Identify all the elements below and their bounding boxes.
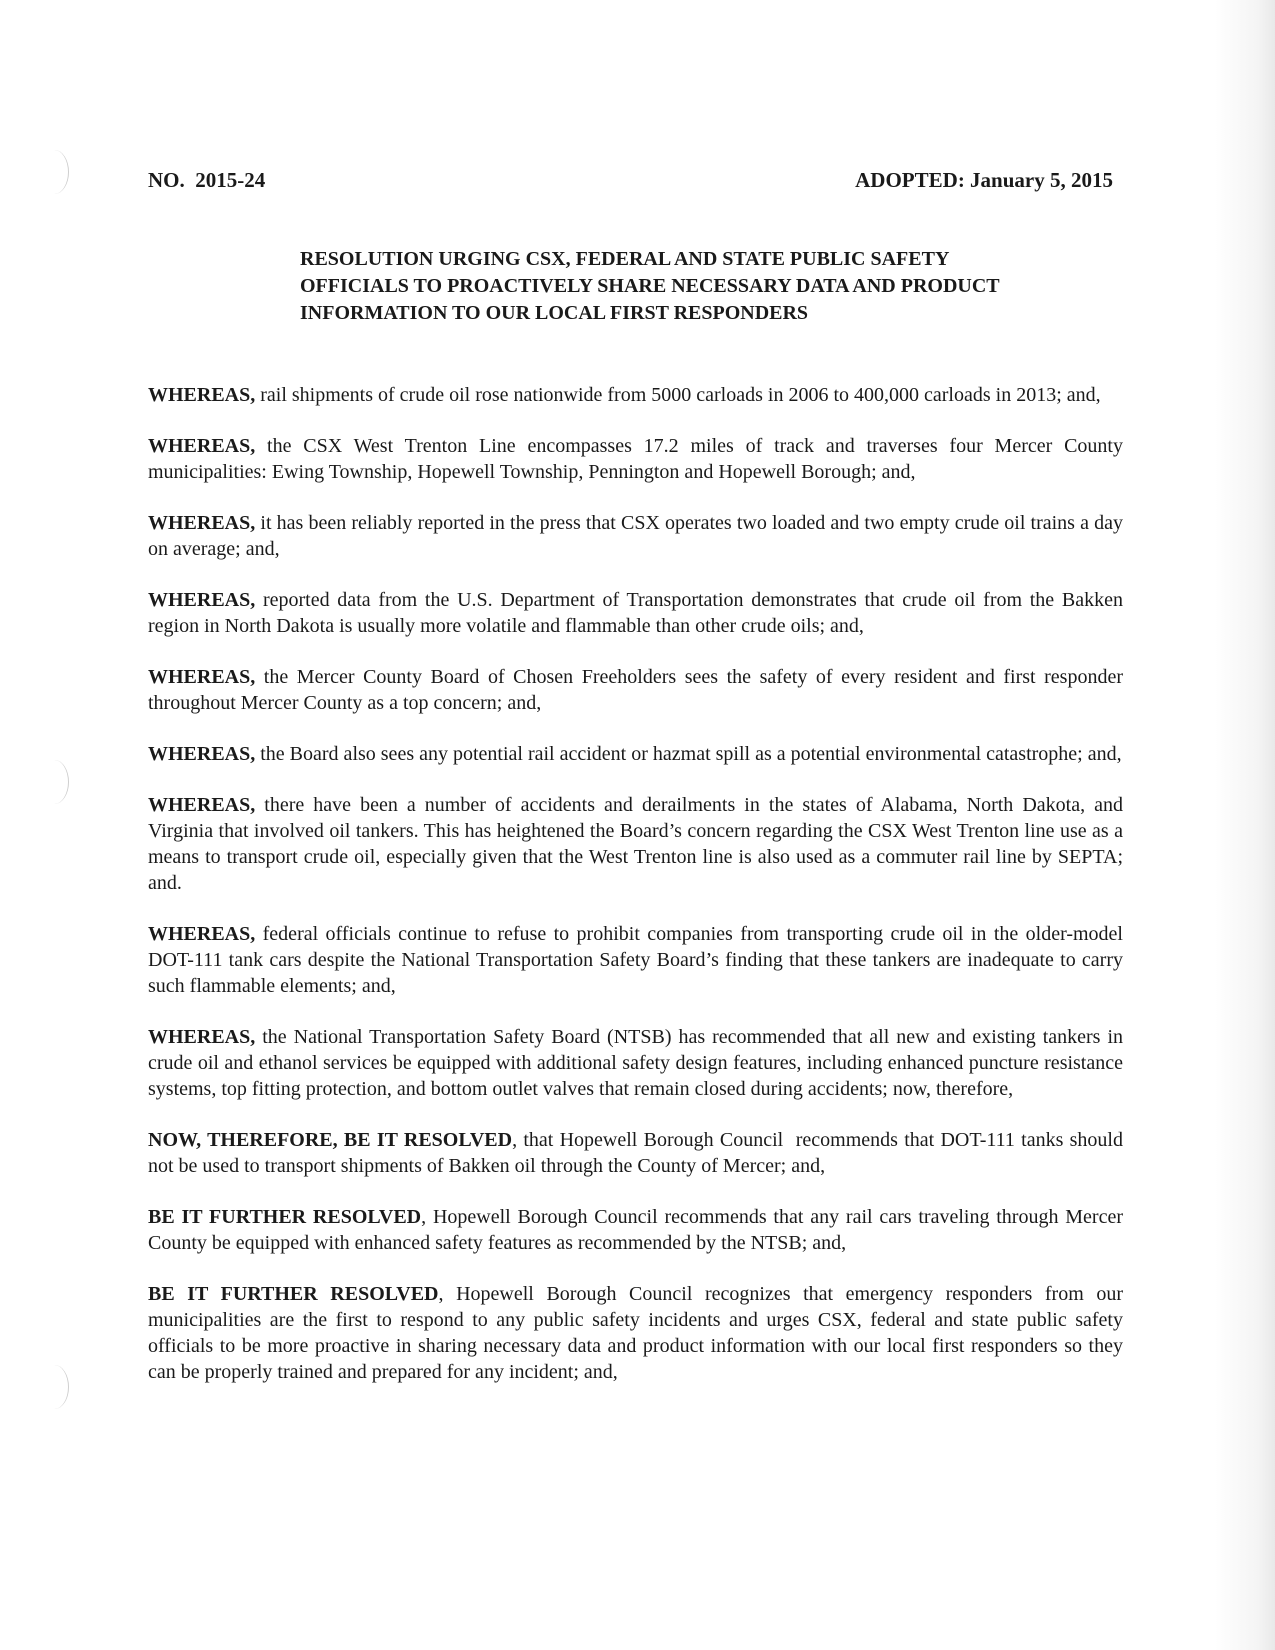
paragraph-lead: WHEREAS, (148, 794, 256, 816)
whereas-paragraph (148, 792, 1123, 896)
resolved-paragraph (148, 1281, 1123, 1385)
resolved-paragraph (148, 1127, 1128, 1179)
whereas-paragraph (148, 664, 1123, 716)
paragraph-lead: WHEREAS, (148, 512, 256, 534)
paragraph-lead: NOW, THEREFORE, BE IT RESOLVED (148, 1129, 513, 1151)
paragraph-lead: WHEREAS, (148, 384, 256, 406)
whereas-paragraph (148, 921, 1123, 999)
whereas-paragraph (148, 510, 1123, 562)
document-header (148, 168, 1113, 193)
paragraph-text: the CSX West Trenton Line encompasses 17.2 miles of track and traverses four Mercer County municipalities: Ewing Township, Hopewell Township, Pennington and Hopewell Borough; and, (148, 435, 1123, 483)
paragraph-lead: WHEREAS, (148, 666, 256, 688)
paragraph-text: the Mercer County Board of Chosen Freeholders sees the safety of every resident and first responder throughout Mercer County as a top concern; and, (148, 666, 1123, 714)
paragraph-lead: WHEREAS, (148, 923, 256, 945)
punch-hole-mark (40, 150, 69, 194)
paragraph-text: , Hopewell Borough Council recognizes that emergency responders from our municipalities are the first to respond to any public safety incidents and urges CSX, federal and state public safety officials to be more proactive in sharing necessary data and product information with our local first responders so they can be properly trained and prepared for any incident; and, (148, 1283, 1124, 1383)
paragraph-text: reported data from the U.S. Department of Transportation demonstrates that crude oil from the Bakken region in North Dakota is usually more volatile and flammable than other crude oils; and, (148, 589, 1123, 637)
paragraph-lead: WHEREAS, (148, 435, 256, 457)
paragraph-lead: WHEREAS, (148, 743, 256, 765)
paragraph-text: , that Hopewell Borough Council recommends that DOT-111 tanks should not be used to transport shipments of Bakken oil through the County of Mercer; and, (148, 1129, 1128, 1177)
whereas-paragraph (148, 433, 1123, 485)
paragraph-lead: BE IT FURTHER RESOLVED (148, 1283, 439, 1305)
whereas-paragraph (148, 382, 1123, 408)
adopted-date: ADOPTED: January 5, 2015 (855, 168, 1113, 192)
punch-hole-mark (40, 760, 69, 804)
paragraph-lead: BE IT FURTHER RESOLVED (148, 1206, 422, 1228)
resolution-body (148, 382, 1128, 1410)
paragraph-text: the Board also sees any potential rail accident or hazmat spill as a potential environmental catastrophe; and, (255, 743, 1122, 765)
paragraph-text: it has been reliably reported in the press that CSX operates two loaded and two empty crude oil trains a day on average; and, (148, 512, 1123, 560)
paragraph-lead: WHEREAS, (148, 589, 256, 611)
whereas-paragraph (148, 587, 1123, 639)
page-edge-shadow (1215, 0, 1275, 1650)
punch-hole-mark (40, 1365, 69, 1409)
paragraph-text: the National Transportation Safety Board (NTSB) has recommended that all new and existing tankers in crude oil and ethanol services be equipped with additional safety design features, including enhanced puncture resistance systems, top fitting protection, and bottom outlet valves that remain closed during accidents; now, therefore, (148, 1026, 1123, 1100)
whereas-paragraph (148, 741, 1123, 767)
paragraph-text: rail shipments of crude oil rose nationwide from 5000 carloads in 2006 to 400,000 carloads in 2013; and, (255, 384, 1101, 406)
paragraph-text: federal officials continue to refuse to prohibit companies from transporting crude oil in the older-model DOT-111 tank cars despite the National Transportation Safety Board’s finding that these tankers are inadequate to carry such flammable elements; and, (148, 923, 1123, 997)
paragraph-lead: WHEREAS, (148, 1026, 256, 1048)
paragraph-text: , Hopewell Borough Council recommends that any rail cars traveling through Mercer County be equipped with enhanced safety features as recommended by the NTSB; and, (148, 1206, 1124, 1254)
resolution-title: RESOLUTION URGING CSX, FEDERAL AND STATE PUBLIC SAFETY OFFICIALS TO PROACTIVELY SHARE NECESSARY DATA AND PRODUCT INFORMATION TO OUR LOCAL FIRST RESPONDERS (300, 248, 1000, 324)
resolved-paragraph (148, 1204, 1123, 1256)
resolution-number: NO. 2015-24 (148, 168, 266, 192)
paragraph-text: there have been a number of accidents and derailments in the states of Alabama, North Dakota, and Virginia that involved oil tankers. This has heightened the Board’s concern regarding the CSX West Trenton line use as a means to transport crude oil, especially given that the West Trenton line is also used as a commuter rail line by SEPTA; and. (148, 794, 1123, 894)
whereas-paragraph (148, 1024, 1123, 1102)
